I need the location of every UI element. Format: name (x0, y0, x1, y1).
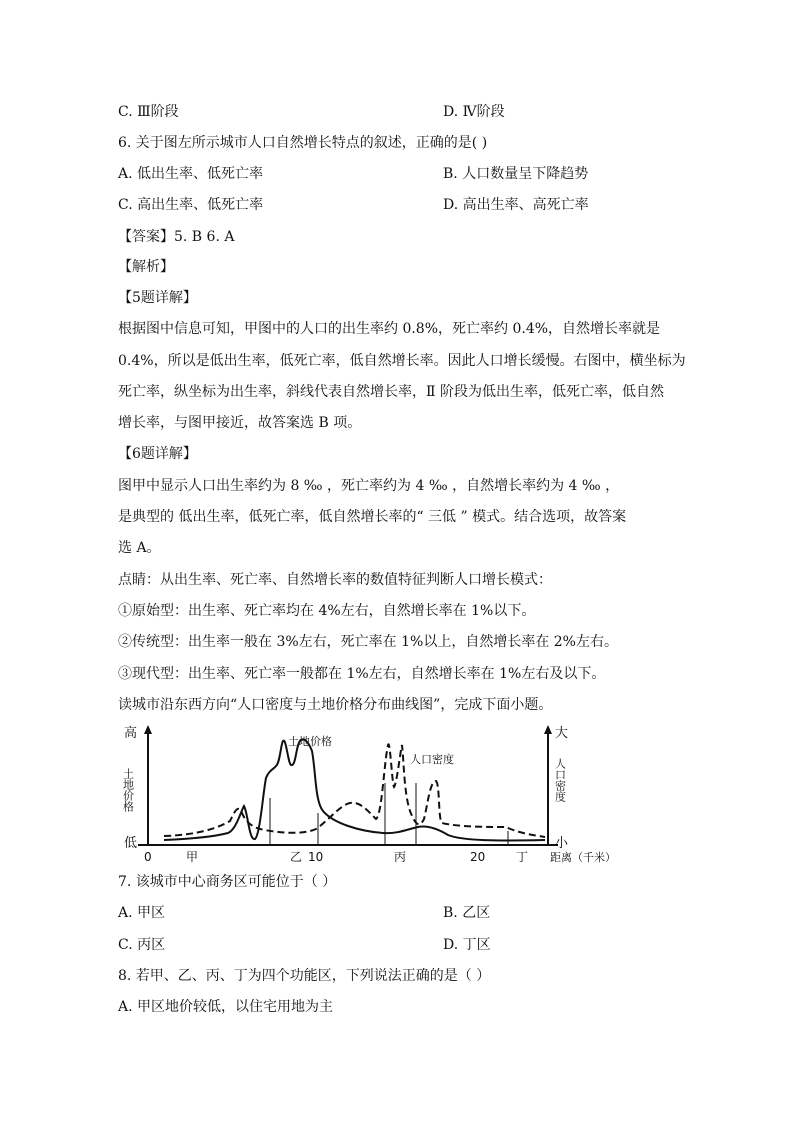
q7-option-d: D. 丁区 (443, 937, 491, 953)
q6-option-a: A. 低出生率、低死亡率 (118, 166, 264, 182)
q7-option-a: A. 甲区 (118, 905, 166, 921)
land-price-population-figure (118, 723, 638, 868)
right-axis-high-label: 大 (555, 726, 569, 741)
left-axis-high-label: 高 (124, 726, 138, 741)
detail6-line: 是典型的 低出生率，低死亡率，低自然增长率的“ 三低 ” 模式。结合选项，故答案 (118, 509, 627, 525)
detail5-line: 增长率，与图甲接近，故答案选 B 项。 (118, 415, 362, 431)
left-axis-low-label: 低 (124, 836, 138, 851)
detail6-heading: 【6题详解】 (118, 446, 197, 462)
x-tick-20: 20 (470, 850, 486, 864)
x-tick-0: 0 (144, 850, 152, 864)
q5-option-c: C. Ⅲ阶段 (118, 104, 179, 120)
zone-bing-label: 丙 (394, 850, 407, 864)
q6-option-c: C. 高出生率、低死亡率 (118, 197, 264, 213)
detail6-line: 图甲中显示人口出生率约为 8 ‰ ，死亡率约为 4 ‰ ，自然增长率约为 4 ‰ ， (118, 478, 620, 494)
right-axis-label: 人口密度 (553, 758, 567, 802)
tip-line: 点睛：从出生率、死亡率、自然增长率的数值特征判断人口增长模式： (118, 572, 552, 588)
q7-option-c: C. 丙区 (118, 937, 166, 953)
zone-ding-label: 丁 (516, 850, 529, 864)
detail5-line: 0.4%，所以是低出生率，低死亡率，低自然增长率。因此人口增长缓慢。右图中，横坐标为 (118, 353, 686, 369)
q8-stem: 8. 若甲、乙、丙、丁为四个功能区，下列说法正确的是（ ） (118, 968, 491, 984)
right-axis-arrow (544, 725, 552, 734)
q6-stem: 6. 关于图左所示城市人口自然增长特点的叙述，正确的是( ) (118, 135, 488, 151)
q7-stem: 7. 该城市中心商务区可能位于（ ） (118, 874, 337, 890)
x-tick-10: 10 (308, 850, 324, 864)
left-axis-arrow (144, 725, 152, 734)
q6-option-b: B. 人口数量呈下降趋势 (443, 166, 589, 182)
figure-intro: 读城市沿东西方向“人口密度与土地价格分布曲线图”，完成下面小题。 (118, 697, 553, 713)
tip-line: ③现代型：出生率、死亡率一般都在 1%左右，自然增长率在 1%左右及以下。 (118, 666, 606, 682)
detail5-heading: 【5题详解】 (118, 290, 197, 306)
answer-line: 【答案】5. B 6. A (118, 229, 235, 245)
analysis-heading: 【解析】 (118, 259, 174, 275)
population-density-curve (164, 744, 545, 837)
q7-option-b: B. 乙区 (443, 905, 491, 921)
detail5-line: 根据图中信息可知，甲图中的人口的出生率约 0.8%，死亡率约 0.4%，自然增长率就是 (118, 321, 661, 337)
zone-yi-label: 乙 (290, 850, 303, 864)
left-axis-label: 土地价格 (121, 768, 135, 812)
tip-line: ②传统型：出生率一般在 3%左右，死亡率在 1%以上，自然增长率在 2%左右。 (118, 634, 618, 650)
q8-option-a: A. 甲区地价较低，以住宅用地为主 (118, 999, 334, 1015)
detail6-line: 选 A。 (118, 540, 161, 556)
zone-jia-label: 甲 (186, 850, 199, 864)
q5-option-d: D. Ⅳ阶段 (443, 104, 505, 120)
land-price-curve-label: 土地价格 (288, 735, 332, 748)
tip-line: ①原始型：出生率、死亡率均在 4%左右，自然增长率在 1%以下。 (118, 603, 536, 619)
right-axis-low-label: 小 (555, 836, 569, 851)
detail5-line: 死亡率，纵坐标为出生率，斜线代表自然增长率，Ⅱ 阶段为低出生率，低死亡率，低自然 (118, 384, 664, 400)
population-density-curve-label: 人口密度 (410, 753, 454, 766)
x-axis-label: 距离（千米） (550, 851, 616, 864)
q6-option-d: D. 高出生率、高死亡率 (443, 197, 589, 213)
